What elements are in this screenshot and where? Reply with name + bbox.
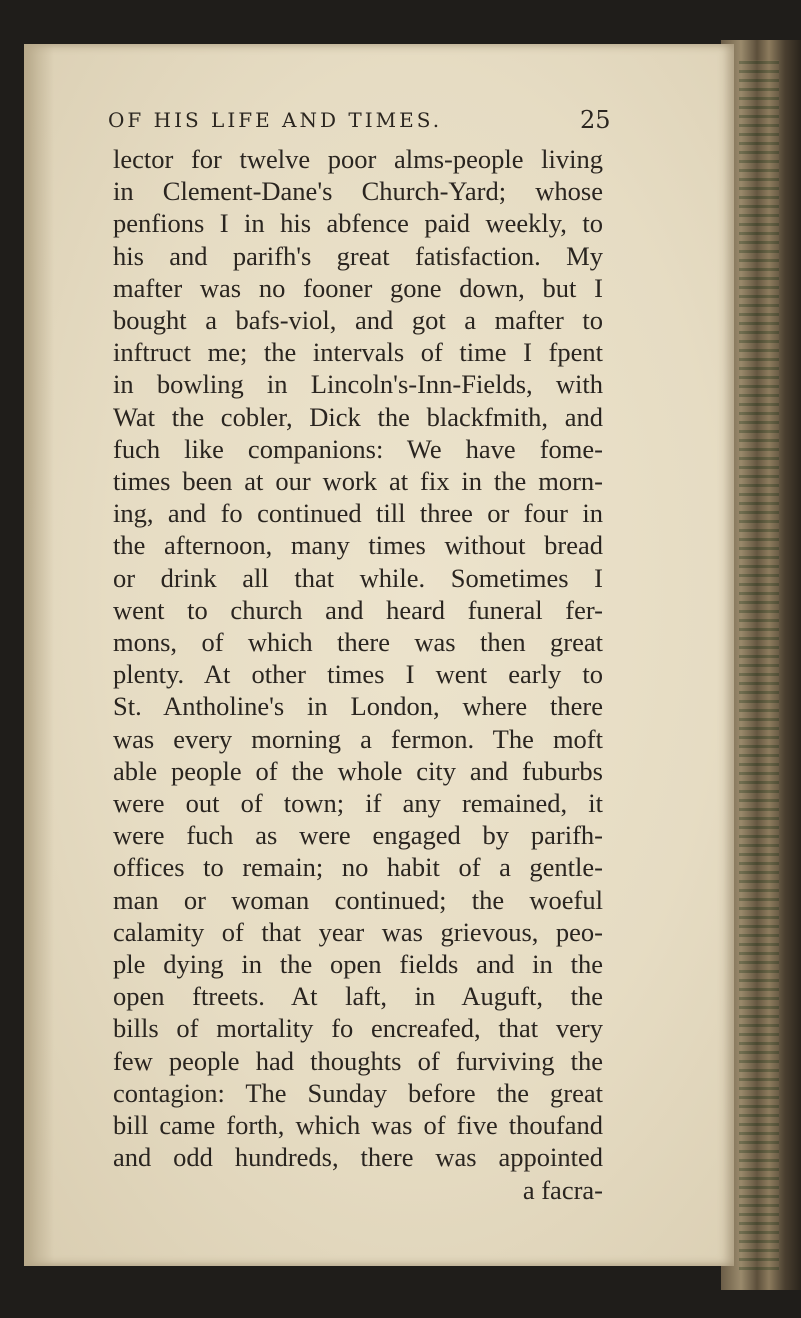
text-line: open ftreets. At laft, in Auguft, the bbox=[113, 981, 603, 1012]
text-line: penfions I in his abfence paid weekly, to bbox=[113, 208, 603, 239]
text-line: offices to remain; no habit of a gentle- bbox=[113, 852, 603, 883]
text-line: and odd hundreds, there was appointed bbox=[113, 1142, 603, 1173]
text-line: ple dying in the open fields and in the bbox=[113, 949, 603, 980]
text-line: in Clement-Dane's Church-Yard; whose bbox=[113, 176, 603, 207]
text-line: able people of the whole city and fuburbs bbox=[113, 755, 603, 786]
text-line: ing, and fo continued till three or four in bbox=[113, 498, 603, 529]
text-line: mafter was no fooner gone down, but I bbox=[113, 272, 603, 303]
text-line: mons, of which there was then great bbox=[113, 627, 603, 658]
page-gutter-shadow bbox=[24, 44, 54, 1266]
text-line: fuch like companions: We have fome- bbox=[113, 433, 603, 464]
text-line: lector for twelve poor alms-people living bbox=[113, 144, 603, 174]
page-number: 25 bbox=[580, 106, 611, 134]
text-line: calamity of that year was grievous, peo- bbox=[113, 916, 603, 947]
text-line: Wat the cobler, Dick the blackfmith, and bbox=[113, 401, 603, 432]
running-head: OF HIS LIFE AND TIMES. bbox=[108, 108, 443, 132]
text-line: in bowling in Lincoln's-Inn-Fields, with bbox=[113, 369, 603, 400]
text-line: his and parifh's great fatisfaction. My bbox=[113, 240, 603, 271]
text-line: bills of mortality fo encreafed, that very bbox=[113, 1013, 603, 1044]
text-line: or drink all that while. Sometimes I bbox=[113, 562, 603, 593]
text-line: bought a bafs-viol, and got a mafter to bbox=[113, 305, 603, 336]
body-text bbox=[113, 143, 603, 1206]
text-line: St. Antholine's in London, where there bbox=[113, 691, 603, 722]
text-line: man or woman continued; the woeful bbox=[113, 884, 603, 915]
text-line: was every morning a fermon. The moft bbox=[113, 723, 603, 754]
text-line: went to church and heard funeral fer- bbox=[113, 594, 603, 625]
text-line: inftruct me; the intervals of time I fpent bbox=[113, 337, 603, 368]
text-line: were out of town; if any remained, it bbox=[113, 788, 603, 819]
text-line: plenty. At other times I went early to bbox=[113, 659, 603, 690]
text-line: few people had thoughts of furviving the bbox=[113, 1045, 603, 1076]
text-line: contagion: The Sunday before the great bbox=[113, 1077, 603, 1108]
text-line: the afternoon, many times without bread bbox=[113, 530, 603, 561]
catchword: a facra- bbox=[522, 1174, 603, 1205]
text-line: were fuch as were engaged by parifh- bbox=[113, 820, 603, 851]
text-line: bill came forth, which was of five thoufand bbox=[113, 1110, 603, 1141]
text-line: times been at our work at fix in the morn- bbox=[113, 466, 603, 497]
